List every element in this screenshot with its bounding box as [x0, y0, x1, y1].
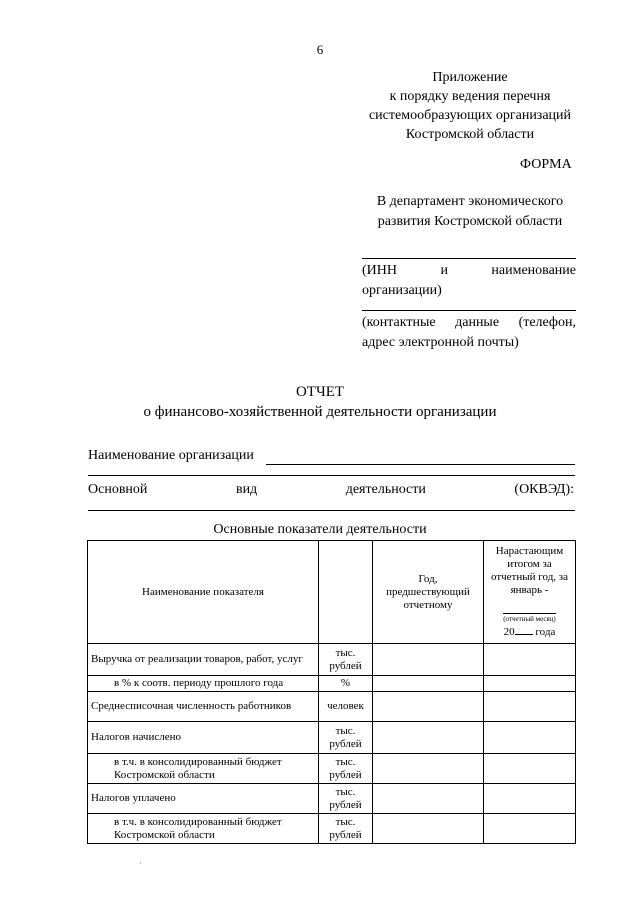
header-cumulative-text: Нарастающим итогом за отчетный год, за январь -	[490, 545, 569, 596]
contact-fill-line[interactable]	[362, 310, 576, 311]
org-name-fill-line[interactable]	[266, 464, 575, 465]
row-label: в т.ч. в консолидированный бюджет Костромской области	[88, 754, 319, 784]
addressee-line: В департамент экономического	[376, 194, 564, 209]
row-value-prev-year[interactable]	[373, 676, 484, 692]
row-unit: %	[319, 676, 373, 692]
row-label: Среднесписочная численность работников	[88, 692, 319, 722]
addressee-line: развития Костромской области	[377, 214, 563, 229]
table-row	[88, 814, 576, 844]
row-value-prev-year[interactable]	[373, 754, 484, 784]
page-number: 6	[316, 42, 324, 57]
row-label: Налогов уплачено	[88, 784, 319, 814]
form-label: ФОРМА	[520, 157, 572, 172]
header-month-hint: (отчетный месяц)	[503, 615, 556, 623]
row-label: в т.ч. в консолидированный бюджет Костромской области	[88, 814, 319, 844]
row-value-cumulative[interactable]	[484, 692, 576, 722]
row-value-cumulative[interactable]	[484, 814, 576, 844]
row-value-cumulative[interactable]	[484, 644, 576, 676]
row-value-cumulative[interactable]	[484, 754, 576, 784]
appendix-block	[350, 68, 590, 144]
row-value-prev-year[interactable]	[373, 814, 484, 844]
inn-caption-line1: (ИНН и наименование	[362, 263, 577, 278]
table-header-row	[88, 541, 576, 644]
appendix-line: Приложение	[432, 70, 508, 85]
table-caption: Основные показатели деятельности	[213, 522, 427, 537]
activity-fill-line[interactable]	[88, 510, 575, 511]
org-name-fill-line-2[interactable]	[88, 475, 575, 476]
row-unit: тыс. рублей	[319, 814, 373, 844]
table-row	[88, 644, 576, 676]
row-value-prev-year[interactable]	[373, 644, 484, 676]
inn-fill-line[interactable]	[362, 258, 576, 259]
row-value-prev-year[interactable]	[373, 722, 484, 754]
activity-label: Основной вид деятельности (ОКВЭД):	[88, 482, 575, 497]
appendix-line: к порядку ведения перечня	[389, 89, 551, 104]
contact-caption-line2: адрес электронной почты)	[362, 335, 519, 350]
header-year: 20 года	[503, 626, 556, 638]
row-unit: тыс. рублей	[319, 722, 373, 754]
table-row	[88, 692, 576, 722]
appendix-line: Костромской области	[405, 127, 535, 142]
header-unit	[319, 541, 373, 644]
row-unit: тыс. рублей	[319, 644, 373, 676]
row-value-cumulative[interactable]	[484, 722, 576, 754]
table-row	[88, 754, 576, 784]
indicators-table	[87, 540, 576, 844]
row-unit: тыс. рублей	[319, 784, 373, 814]
contact-caption-line1: (контактные данные (телефон,	[362, 315, 576, 330]
table-row	[88, 676, 576, 692]
appendix-line: системообразующих организаций	[368, 108, 572, 123]
scan-mark	[140, 862, 141, 864]
row-label: Налогов начислено	[88, 722, 319, 754]
table-row	[88, 784, 576, 814]
inn-caption-line2: организации)	[362, 283, 442, 298]
row-unit: человек	[319, 692, 373, 722]
header-prev-year: Год, предшествующий отчетному	[373, 541, 484, 644]
report-subtitle: о финансово-хозяйственной деятельности организации	[143, 404, 497, 420]
contact-caption	[362, 313, 576, 353]
row-value-prev-year[interactable]	[373, 784, 484, 814]
row-label: в % к соотв. периоду прошлого года	[88, 676, 319, 692]
row-value-cumulative[interactable]	[484, 676, 576, 692]
row-value-prev-year[interactable]	[373, 692, 484, 722]
header-name: Наименование показателя	[88, 541, 319, 644]
report-heading	[0, 382, 640, 422]
row-unit: тыс. рублей	[319, 754, 373, 784]
report-title: ОТЧЕТ	[295, 384, 345, 400]
table-row	[88, 722, 576, 754]
org-name-label: Наименование организации	[88, 448, 254, 463]
addressee-block	[362, 192, 578, 232]
header-cumulative	[484, 541, 576, 644]
row-label: Выручка от реализации товаров, работ, услуг	[88, 644, 319, 676]
inn-caption	[362, 261, 576, 301]
row-value-cumulative[interactable]	[484, 784, 576, 814]
